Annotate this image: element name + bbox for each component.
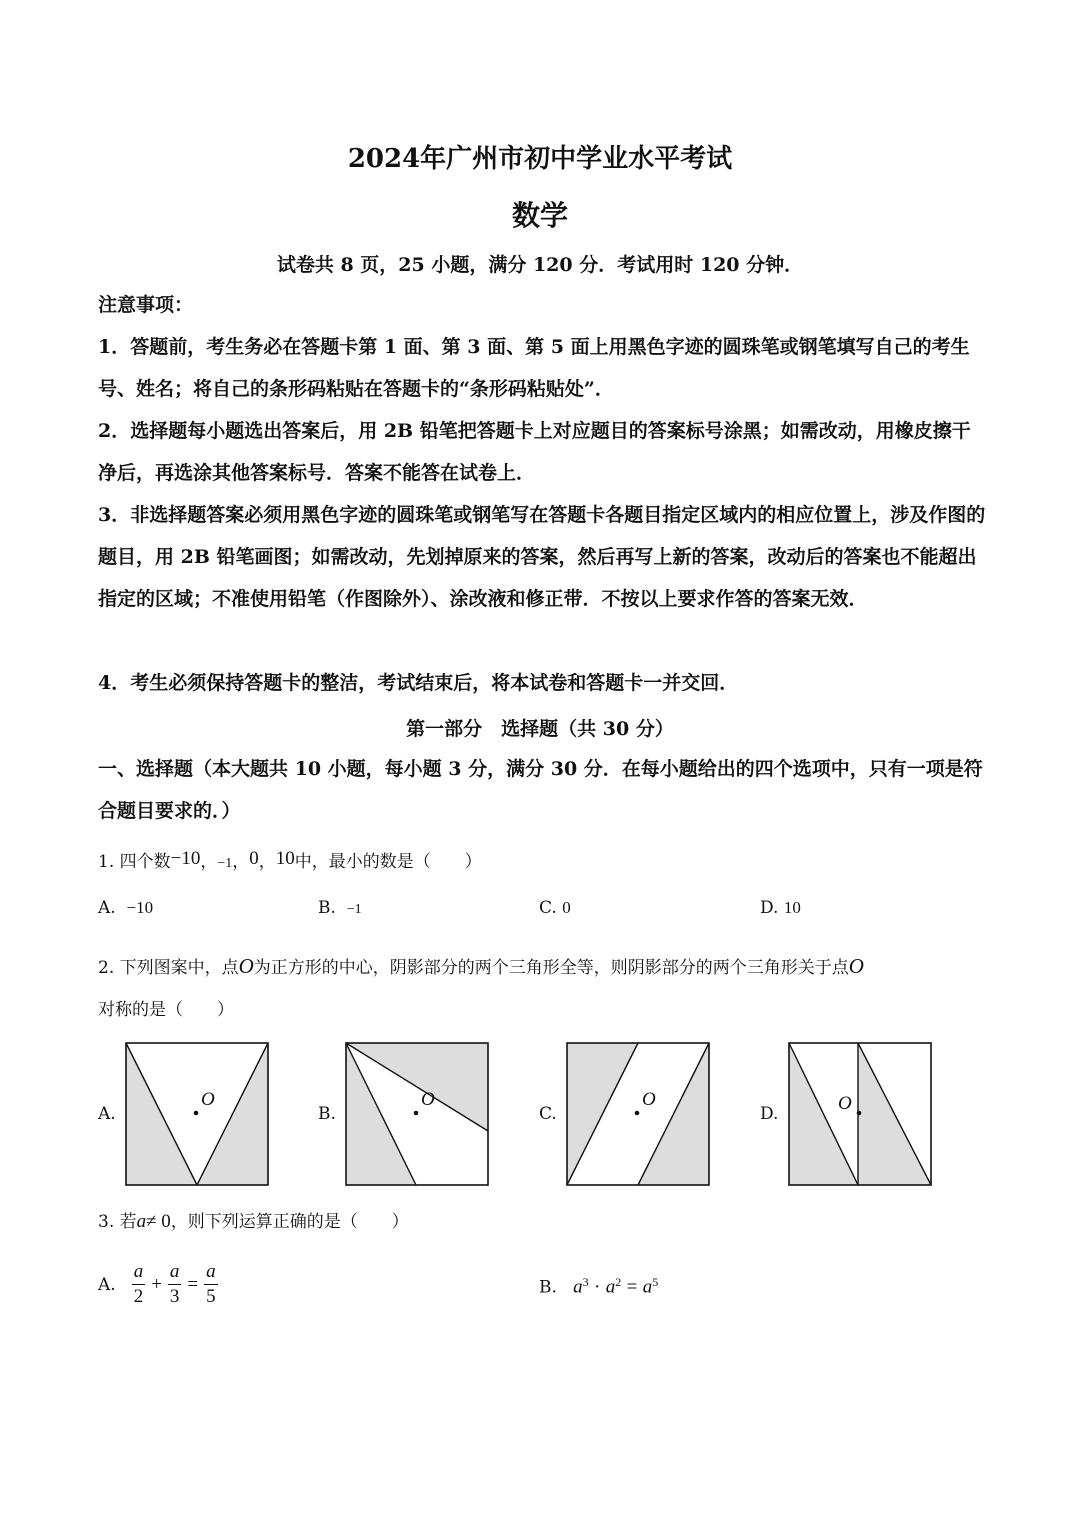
q2-figure-d[interactable]: [789, 1043, 931, 1185]
q1-option-c-label: C.: [539, 898, 557, 918]
q2-d-center-dot: [857, 1111, 862, 1116]
q3-a-equals: =: [187, 1273, 199, 1295]
q1-option-d-label: D.: [760, 898, 779, 918]
q1-prefix: 1. 四个数: [98, 852, 171, 872]
section-heading: 一、选择题（本大题共 10 小题，每小题 3 分，满分 30 分．在每小题给出的四个选项中，只有一项是符合题目要求的．）: [98, 758, 983, 822]
q2-text-b: 为正方形的中心，阴影部分的两个三角形全等，则阴影部分的两个三角形关于点: [253, 958, 849, 978]
q1-sep3: ，: [258, 852, 276, 872]
q1-sep1: ，: [200, 852, 218, 872]
q1-option-b-value: −1: [346, 902, 362, 917]
q2-point-o: O: [238, 954, 254, 978]
q2-option-b-label[interactable]: B.: [318, 1104, 336, 1124]
q2-option-a-label[interactable]: A.: [98, 1104, 116, 1124]
q2-figure-a[interactable]: [126, 1043, 268, 1185]
q3-a-plus: +: [151, 1273, 162, 1295]
q3-prefix: 3. 若: [98, 1212, 137, 1232]
q1-n1: −10: [170, 848, 201, 869]
q1-n4: 10: [275, 848, 295, 869]
q3-a-frac-1: $\frac{a}{2}$: [133, 1261, 144, 1307]
q2-a-center-label: O: [201, 1089, 215, 1110]
q3-cond-rest: ≠ 0: [146, 1211, 171, 1232]
q3-suffix: ，则下列运算正确的是（ ）: [170, 1212, 409, 1232]
q1-option-b-label: B.: [318, 898, 336, 918]
q1-option-a-label: A.: [98, 898, 116, 918]
q1-n2: −1: [217, 856, 233, 871]
q2-b-center-label: O: [421, 1089, 435, 1110]
q2-figure-b[interactable]: [346, 1043, 488, 1185]
q1-option-a[interactable]: [98, 898, 153, 918]
q3-cond-var: a: [136, 1211, 147, 1232]
q2-option-d-label[interactable]: D.: [760, 1104, 779, 1124]
q1-option-d[interactable]: [760, 898, 801, 918]
q2-c-center-dot: [635, 1111, 640, 1116]
part1-heading: 第一部分 选择题（共 30 分）: [406, 718, 674, 740]
question-2-line-2: 对称的是（ ）: [98, 1000, 234, 1020]
notice-item-2: 2．选择题每小题选出答案后，用 2B 铅笔把答题卡上对应题目的答案标号涂黑；如需改动，用橡皮擦干净后，再选涂其他答案标号．答案不能答在试卷上．: [98, 420, 971, 484]
q1-suffix: 中，最小的数是（ ）: [294, 852, 482, 872]
question-1: [98, 848, 482, 878]
notice-item-3: 3．非选择题答案必须用黑色字迹的圆珠笔或钢笔写在答题卡各题目指定区域内的相应位置上，涉及作图的题目，用 2B 铅笔画图；如需改动，先划掉原来的答案，然后再写上新的答案，改动后的答案也不能超出指定的区域；不准使用铅笔（作图除外）、涂改液和修正带．不按以上要求作答的答案无效．: [98, 504, 986, 610]
q2-figure-c[interactable]: [567, 1043, 709, 1185]
question-2-line-1: [98, 952, 998, 982]
q1-option-c[interactable]: [539, 898, 571, 918]
q3-option-b-label: B.: [539, 1277, 557, 1298]
q3-b-exp3: 5: [652, 1275, 659, 1289]
q1-option-b[interactable]: [318, 898, 362, 918]
q1-option-c-value: 0: [562, 898, 571, 917]
q2-option-c-label[interactable]: C.: [539, 1104, 557, 1124]
question-3: [98, 1208, 409, 1236]
q2-point-o-2: O: [848, 954, 864, 978]
q3-option-a-label: A.: [98, 1274, 116, 1295]
q1-sep2: ，: [232, 852, 250, 872]
q2-text-a: 2. 下列图案中，点: [98, 958, 239, 978]
q3-b-a2: a: [605, 1276, 616, 1298]
q3-a-frac-3: $\frac{a}{5}$: [206, 1261, 216, 1307]
q3-b-dot: ·: [594, 1276, 601, 1298]
q3-option-a[interactable]: [98, 1260, 218, 1309]
q3-b-a1: a: [573, 1276, 583, 1298]
q2-a-center-dot: [194, 1111, 199, 1116]
exam-title: 2024年广州市初中学业水平考试: [347, 144, 733, 174]
notice-item-1: 1．答题前，考生务必在答题卡第 1 面、第 3 面、第 5 面上用黑色字迹的圆珠笔或钢笔填写自己的考生号、姓名；将自己的条形码粘贴在答题卡的“条形码粘贴处”．: [98, 336, 970, 400]
q2-c-center-label: O: [642, 1089, 656, 1110]
q3-b-exp2: 2: [615, 1275, 622, 1289]
q2-b-center-dot: [414, 1111, 419, 1116]
notice-heading: 注意事项：: [98, 294, 194, 316]
q3-b-equals: =: [626, 1276, 638, 1298]
subject-title: 数学: [511, 199, 568, 232]
q3-option-b[interactable]: [539, 1275, 658, 1299]
exam-info: 试卷共 8 页，25 小题，满分 120 分．考试用时 120 分钟．: [276, 254, 804, 276]
notice-item-4: 4．考生必须保持答题卡的整洁，考试结束后，将本试卷和答题卡一并交回．: [98, 672, 739, 694]
q1-option-d-value: 10: [783, 898, 801, 917]
q3-b-exp1: 3: [582, 1275, 589, 1289]
q1-n3: 0: [249, 848, 259, 869]
q1-option-a-value: −10: [126, 898, 154, 917]
q2-d-center-label: O: [838, 1093, 852, 1114]
q3-a-frac-2: $\frac{a}{3}$: [169, 1261, 180, 1307]
q3-b-a3: a: [642, 1276, 653, 1298]
